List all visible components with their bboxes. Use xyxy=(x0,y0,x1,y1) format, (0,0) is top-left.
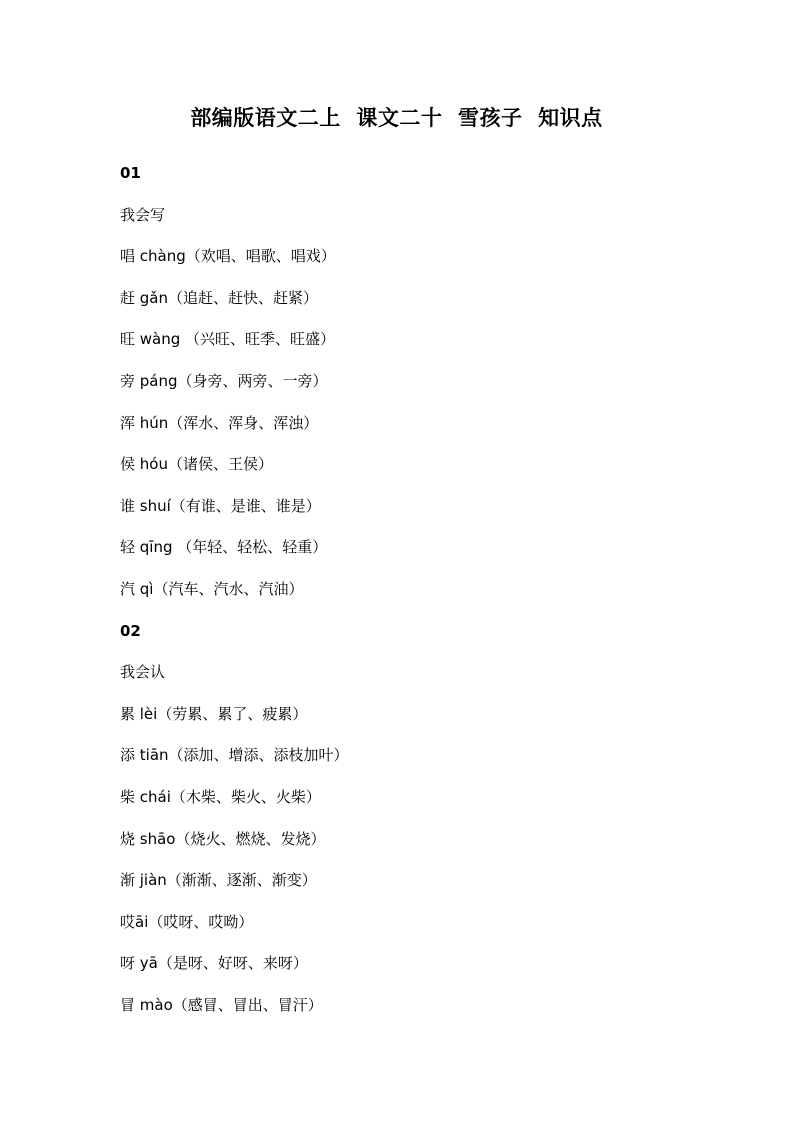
section-number: 02 xyxy=(120,621,141,640)
vocab-item: 旺 wàng （兴旺、旺季、旺盛） xyxy=(120,330,336,349)
vocab-item: 烧 shāo（烧火、燃烧、发烧） xyxy=(120,829,326,848)
vocab-item: 冒 mào（感冒、冒出、冒汗） xyxy=(120,995,323,1014)
vocab-item: 汽 qì（汽车、汽水、汽油） xyxy=(120,579,304,598)
vocab-item: 轻 qīng （年轻、轻松、轻重） xyxy=(120,538,328,557)
vocab-item: 谁 shuí（有谁、是谁、谁是） xyxy=(120,496,321,515)
vocab-item: 旁 páng（身旁、两旁、一旁） xyxy=(120,371,328,390)
vocab-item: 侯 hóu（诸侯、王侯） xyxy=(120,455,273,474)
section-heading: 我会写 xyxy=(120,205,166,224)
vocab-item: 哎āi（哎呀、哎呦） xyxy=(120,912,254,931)
vocab-item: 添 tiān（添加、增添、添枝加叶） xyxy=(120,746,349,765)
section-02 xyxy=(120,616,740,1032)
vocab-item: 呀 yā（是呀、好呀、来呀） xyxy=(120,954,308,973)
document-body xyxy=(120,158,740,1031)
section-01 xyxy=(120,158,740,616)
vocab-item: 累 lèi（劳累、累了、疲累） xyxy=(120,704,308,723)
section-number: 01 xyxy=(120,164,141,182)
vocab-item: 唱 chàng（欢唱、唱歌、唱戏） xyxy=(120,247,336,266)
section-heading: 我会认 xyxy=(120,663,166,682)
vocab-item: 浑 hún（浑水、浑身、浑浊） xyxy=(120,413,319,432)
document-title: 部编版语文二上 课文二十 雪孩子 知识点 xyxy=(190,106,603,130)
vocab-item: 渐 jiàn（渐渐、逐渐、渐变） xyxy=(120,871,317,890)
vocab-item: 赶 gǎn（追赶、赶快、赶紧） xyxy=(120,288,318,307)
vocab-item: 柴 chái（木柴、柴火、火柴） xyxy=(120,787,321,806)
